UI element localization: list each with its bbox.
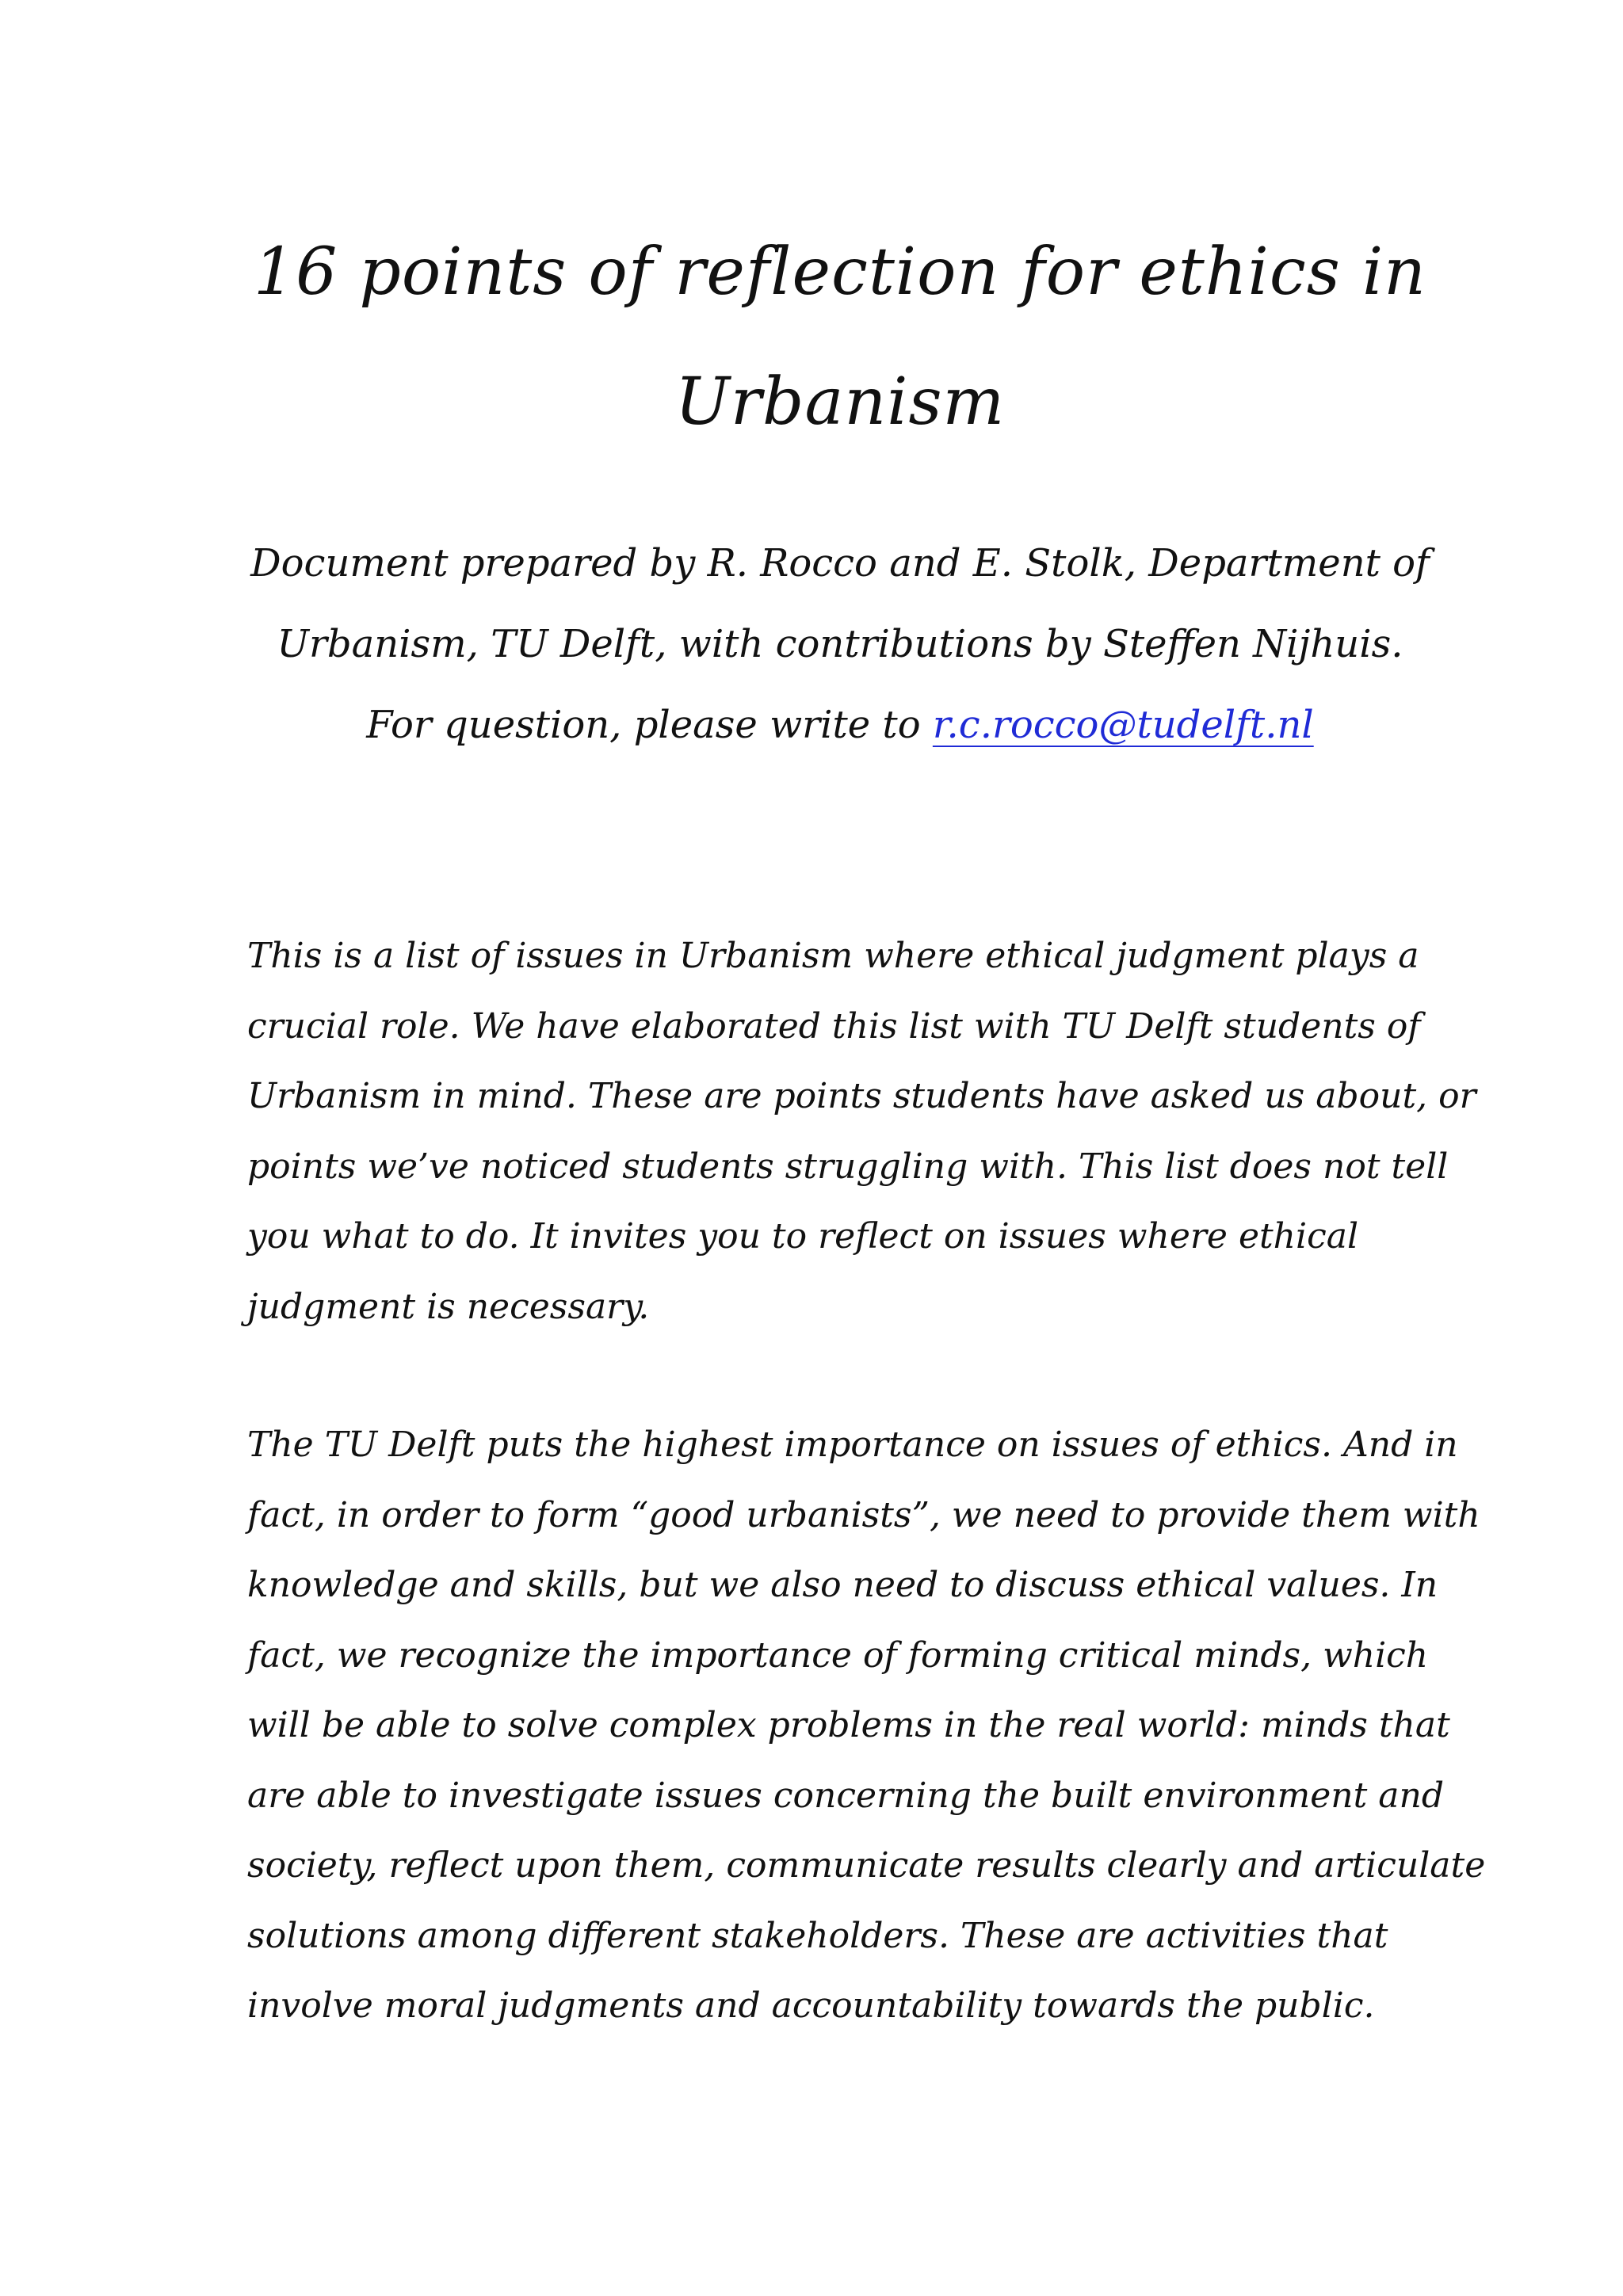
paragraph-line: are able to investigate issues concerning the built environment and <box>247 1775 1444 1816</box>
intro-paragraph <box>247 921 1476 1342</box>
paragraph-line: Urbanism in mind. These are points students have asked us about, or <box>247 1076 1476 1116</box>
paragraph-line: This is a list of issues in Urbanism where ethical judgment plays a <box>247 936 1419 976</box>
paragraph-line: crucial role. We have elaborated this list with TU Delft students of <box>247 1005 1421 1047</box>
paragraph-line: will be able to solve complex problems in the real world: minds that <box>247 1705 1450 1745</box>
ethics-paragraph <box>247 1410 1486 2042</box>
paragraph-line: judgment is necessary. <box>247 1286 650 1327</box>
paragraph-line: points we’ve noticed students struggling with. This list does not tell <box>247 1146 1449 1187</box>
subtitle-line-3 <box>206 685 1474 765</box>
paragraph-line: solutions among different stakeholders. These are activities that <box>247 1915 1388 1956</box>
paragraph-line: knowledge and skills, but we also need to discuss ethical values. In <box>247 1565 1438 1605</box>
paragraph-line: you what to do. It invites you to reflect on issues where ethical <box>247 1216 1359 1257</box>
paragraph-line: The TU Delft puts the highest importance on issues of ethics. And in <box>247 1425 1458 1465</box>
contact-prefix: For question, please write to <box>366 703 933 747</box>
title-line-2: Urbanism <box>674 364 1006 440</box>
paragraph-line: fact, in order to form “good urbanists”, we need to provide them with <box>247 1494 1480 1535</box>
paragraph-line: fact, we recognize the importance of forming critical minds, which <box>247 1634 1429 1676</box>
paragraph-line: involve moral judgments and accountability towards the public. <box>247 1985 1375 2026</box>
document-title <box>182 208 1498 467</box>
title-line-1: 16 points of reflection for ethics in <box>254 235 1426 310</box>
subtitle-line-1: Document prepared by R. Rocco and E. Stolk, Department of <box>250 541 1430 585</box>
paragraph-line: society, reflect upon them, communicate results clearly and articulate <box>247 1845 1486 1886</box>
email-link[interactable]: r.c.rocco@tudelft.nl <box>932 703 1314 747</box>
document-subtitle <box>206 523 1474 765</box>
subtitle-line-2: Urbanism, TU Delft, with contributions by Steffen Nijhuis. <box>277 622 1403 666</box>
